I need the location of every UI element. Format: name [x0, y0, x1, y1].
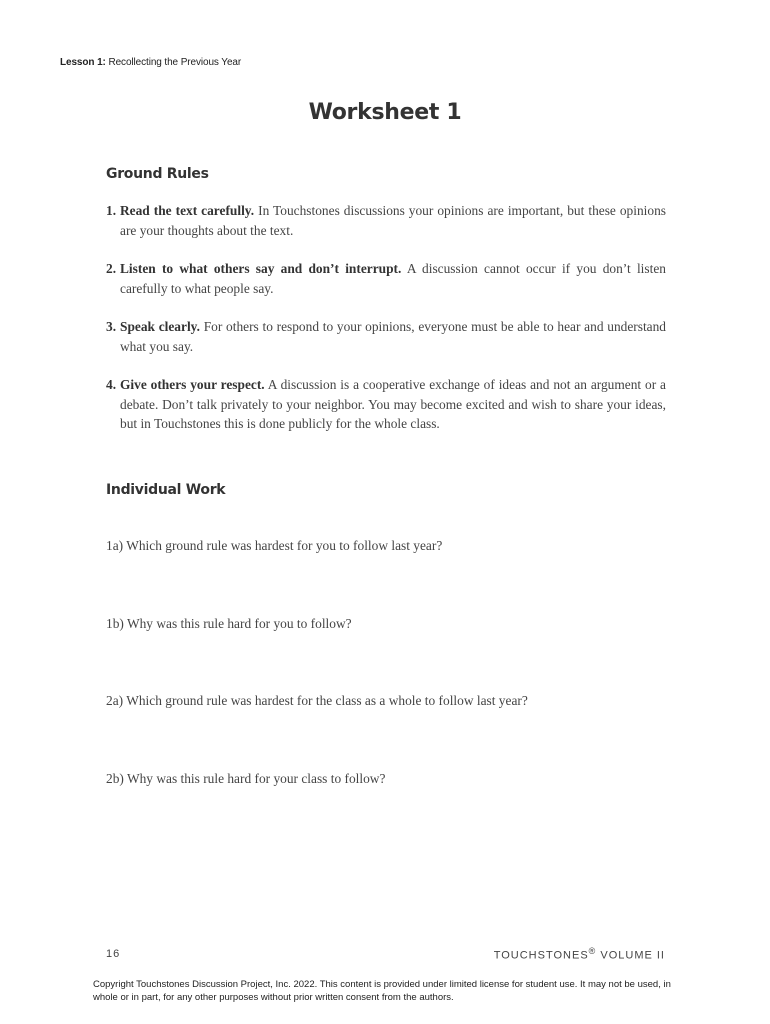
rule-text: In Touchstones discussions your opinions are important, but these opinions are your thoughts about the text. [120, 203, 666, 238]
ground-rule-item [106, 317, 666, 356]
rule-lead: Speak clearly. [120, 319, 200, 334]
rule-number: 3. [106, 319, 117, 334]
rule-number: 4. [106, 377, 117, 392]
volume-label [494, 946, 665, 962]
volume-suffix: VOLUME II [596, 949, 665, 962]
individual-work-heading: Individual Work [106, 482, 226, 498]
page-title: Worksheet 1 [308, 100, 462, 125]
rule-text: For others to respond to your opinions, everyone must be able to hear and understand what you say. [120, 319, 666, 354]
lesson-label: Lesson 1: [60, 57, 106, 68]
rule-number: 2. [106, 261, 117, 276]
question-2b: 2b) Why was this rule hard for your class to follow? [106, 771, 386, 786]
volume-prefix: TOUCHSTONES [493, 949, 589, 962]
running-header [60, 57, 241, 68]
registered-mark: ® [588, 946, 597, 956]
rule-lead: Listen to what others say and don’t interrupt. [120, 261, 402, 276]
ground-rule-item [106, 201, 666, 240]
ground-rules-list [106, 201, 666, 453]
question-1a: 1a) Which ground rule was hardest for you to follow last year? [106, 538, 443, 553]
ground-rules-heading: Ground Rules [106, 166, 209, 182]
ground-rule-item [106, 259, 666, 298]
rule-text: A discussion is a cooperative exchange of ideas and not an argument or a debate. Don’t talk privately to your neighbor. You may become excited and wish to share your ideas, but in Touchstones this is done publicly for the whole class. [120, 377, 666, 431]
rule-number: 1. [106, 203, 117, 218]
rule-text: A discussion cannot occur if you don’t listen carefully to what people say. [120, 261, 666, 296]
ground-rule-item [106, 375, 666, 434]
question-2a: 2a) Which ground rule was hardest for the class as a whole to follow last year? [106, 693, 528, 708]
rule-lead: Give others your respect. [120, 377, 265, 392]
copyright-notice: Copyright Touchstones Discussion Project, Inc. 2022. This content is provided under limited license for student use. It may not be used, in whole or in part, for any other purposes without prior written consent from the authors. [93, 979, 671, 1003]
rule-lead: Read the text carefully. [120, 203, 255, 218]
question-1b: 1b) Why was this rule hard for you to follow? [106, 616, 352, 631]
lesson-title: Recollecting the Previous Year [108, 57, 242, 68]
page-number: 16 [106, 948, 121, 960]
